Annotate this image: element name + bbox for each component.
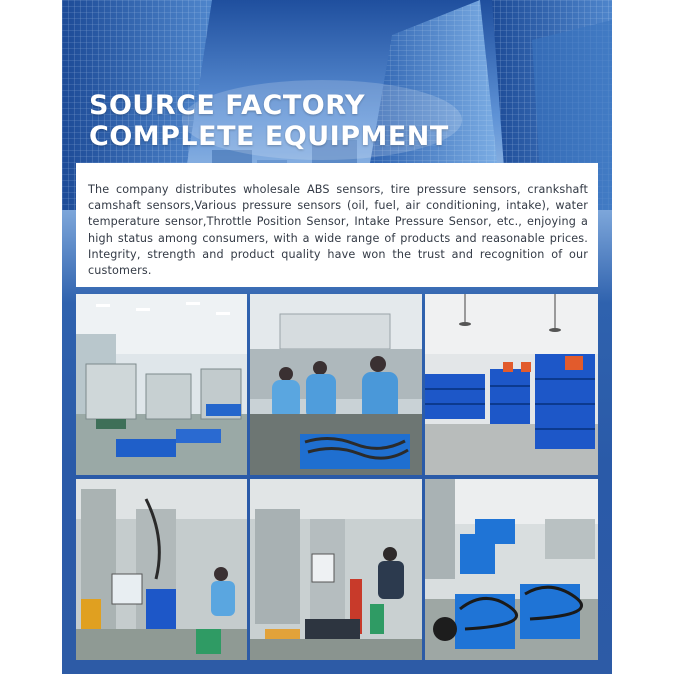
warehouse-racks-photo	[425, 294, 598, 475]
molding-machines-photo	[76, 479, 247, 660]
cable-bins-photo	[425, 479, 598, 660]
factory-photo-grid	[76, 294, 598, 660]
cleanroom-assembly-icon	[76, 294, 247, 475]
page-title	[89, 90, 449, 152]
workers-assembling-photo	[250, 294, 422, 475]
title-line-1: SOURCE FACTORY	[89, 90, 366, 121]
cable-bins-icon	[425, 479, 598, 660]
injection-machine-operator-icon	[250, 479, 422, 660]
cleanroom-assembly-photo	[76, 294, 247, 475]
company-description: The company distributes wholesale ABS sensors, tire pressure sensors, crankshaft camshaft sensors,Various pressure sensors (oil, fuel, air conditioning, intake), water temperature sensor,Throttle Position Sensor, Intake Pressure Sensor, etc., enjoying a high status among consumers, with a wide range of products and reasonable prices. Integrity, strength and product quality have won the trust and recognition of our customers.	[88, 183, 588, 278]
promo-panel	[62, 0, 612, 674]
molding-machines-icon	[76, 479, 247, 660]
injection-machine-operator-photo	[250, 479, 422, 660]
workers-assembling-icon	[250, 294, 422, 475]
warehouse-racks-icon	[425, 294, 598, 475]
description-card	[76, 163, 598, 287]
title-line-2: COMPLETE EQUIPMENT	[89, 121, 449, 152]
